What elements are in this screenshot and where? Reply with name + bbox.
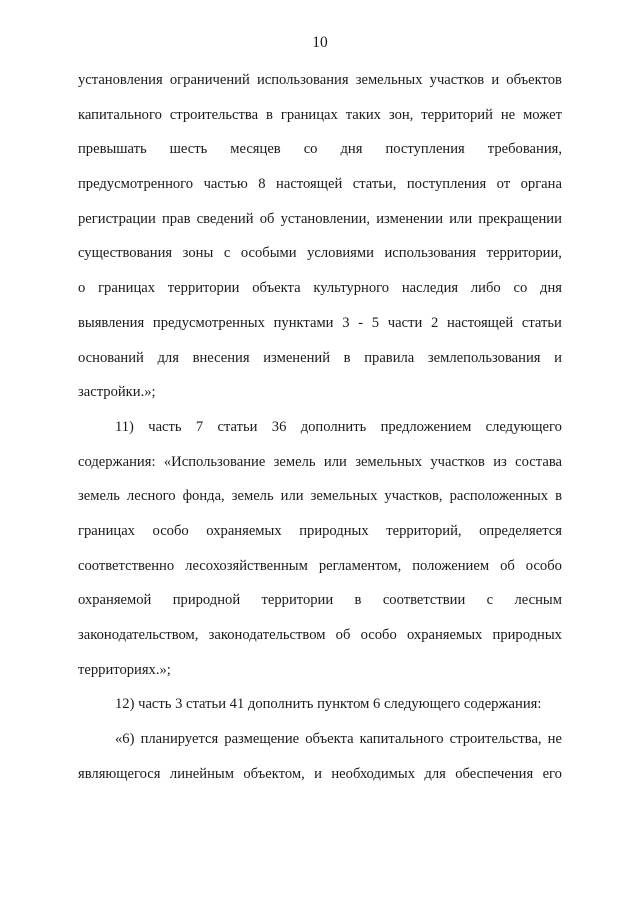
text-line: являющегося линейным объектом, и необходимых для обеспечения его xyxy=(78,765,562,782)
text-line: предусмотренного частью 8 настоящей статьи, поступления от органа xyxy=(78,176,562,193)
text-line: территориях.»; xyxy=(78,661,171,678)
text-line: существования зоны с особыми условиями использования территории, xyxy=(78,245,562,262)
page-number: 10 xyxy=(312,34,328,51)
text-line: установления ограничений использования земельных участков и объектов xyxy=(78,72,562,88)
text-line: содержания: «Использование земель или земельных участков из состава xyxy=(78,453,562,470)
text-line: оснований для внесения изменений в правила землепользования и xyxy=(78,349,562,366)
text-line: охраняемой природной территории в соответствии с лесным xyxy=(78,592,562,609)
text-line: «6) планируется размещение объекта капитального строительства, не xyxy=(115,731,562,748)
text-line: регистрации прав сведений об установлении, изменении или прекращении xyxy=(78,210,562,227)
document-body xyxy=(78,69,562,797)
text-line: застройки.»; xyxy=(78,384,156,401)
text-line: капитального строительства в границах таких зон, территорий не может xyxy=(78,106,562,123)
text-line: 11) часть 7 статьи 36 дополнить предложением следующего xyxy=(115,418,562,435)
text-line: соответственно лесохозяйственным регламентом, положением об особо xyxy=(78,557,562,574)
text-line: о границах территории объекта культурного наследия либо со дня xyxy=(78,280,562,297)
text-line: границах особо охраняемых природных территорий, определяется xyxy=(78,522,562,539)
text-line: земель лесного фонда, земель или земельных участков, расположенных в xyxy=(78,488,562,505)
text-line: законодательством, законодательством об особо охраняемых природных xyxy=(78,627,562,643)
text-line: превышать шесть месяцев со дня поступления требования, xyxy=(78,141,562,158)
text-line: 12) часть 3 статьи 41 дополнить пунктом 6 следующего содержания: xyxy=(115,696,542,713)
text-line: выявления предусмотренных пунктами 3 - 5 части 2 настоящей статьи xyxy=(78,314,562,331)
